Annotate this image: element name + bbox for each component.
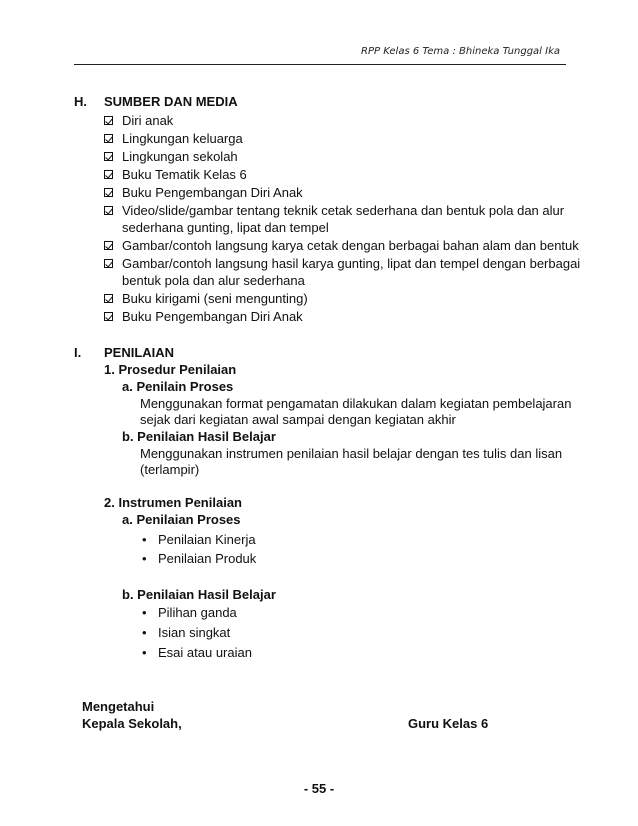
bullet-icon: • bbox=[142, 645, 147, 660]
checked-box-icon bbox=[104, 259, 113, 268]
list-item-label: Esai atau uraian bbox=[158, 645, 252, 660]
list-item-label: Isian singkat bbox=[158, 625, 231, 640]
header-title: RPP Kelas 6 Tema : Bhineka Tunggal Ika bbox=[361, 46, 560, 57]
section-h-title: SUMBER DAN MEDIA bbox=[104, 94, 238, 109]
media-item-label: Buku kirigami (seni mengunting) bbox=[122, 291, 308, 306]
bullet-icon: • bbox=[142, 605, 147, 620]
instrumen-title: 2. Instrumen Penilaian bbox=[104, 495, 242, 510]
media-item-label: Buku Pengembangan Diri Anak bbox=[122, 185, 303, 200]
checked-box-icon bbox=[104, 188, 113, 197]
bullet-icon: • bbox=[142, 625, 147, 640]
instrumen-hasil-title: b. Penilaian Hasil Belajar bbox=[122, 587, 276, 602]
section-h-letter: H. bbox=[74, 94, 87, 109]
prosedur-hasil-title: b. Penilaian Hasil Belajar bbox=[122, 429, 276, 444]
checked-box-icon bbox=[104, 134, 113, 143]
media-item-label: Lingkungan keluarga bbox=[122, 131, 243, 146]
checked-box-icon bbox=[104, 241, 113, 250]
list-item-label: Pilihan ganda bbox=[158, 605, 237, 620]
media-item-label: Gambar/contoh langsung karya cetak dengan berbagai bahan alam dan bentuk bbox=[122, 238, 579, 253]
checked-box-icon bbox=[104, 116, 113, 125]
page-number: - 55 - bbox=[303, 781, 335, 796]
section-i-title: PENILAIAN bbox=[104, 345, 175, 360]
media-item-label: Video/slide/gambar tentang teknik cetak sederhana dan bentuk pola dan alur bbox=[122, 203, 565, 218]
prosedur-proses-desc-cont: sejak dari kegiatan awal sampai dengan kegiatan akhir bbox=[140, 412, 456, 427]
checked-box-icon bbox=[104, 152, 113, 161]
header-divider bbox=[74, 64, 566, 65]
media-item-label: Diri anak bbox=[122, 113, 174, 128]
prosedur-proses-desc: Menggunakan format pengamatan dilakukan dalam kegiatan pembelajaran bbox=[140, 396, 572, 411]
media-item-label-cont: bentuk pola dan alur sederhana bbox=[122, 273, 305, 288]
signature-guru-kelas: Guru Kelas 6 bbox=[408, 716, 489, 731]
list-item-label: Penilaian Produk bbox=[158, 551, 257, 566]
prosedur-hasil-desc-cont: (terlampir) bbox=[140, 462, 200, 477]
media-item-label: Buku Pengembangan Diri Anak bbox=[122, 309, 303, 324]
checked-box-icon bbox=[104, 206, 113, 215]
media-item-label-cont: sederhana gunting, lipat dan tempel bbox=[122, 220, 329, 235]
media-item-label: Gambar/contoh langsung hasil karya gunting, lipat dan tempel dengan berbagai bbox=[122, 256, 581, 271]
media-item-label: Buku Tematik Kelas 6 bbox=[122, 167, 247, 182]
checked-box-icon bbox=[104, 312, 113, 321]
bullet-icon: • bbox=[142, 532, 147, 547]
prosedur-proses-title: a. Penilain Proses bbox=[122, 379, 234, 394]
prosedur-hasil-desc: Menggunakan instrumen penilaian hasil belajar dengan tes tulis dan lisan bbox=[140, 446, 563, 461]
bullet-icon: • bbox=[142, 551, 147, 566]
media-item-label: Lingkungan sekolah bbox=[122, 149, 238, 164]
prosedur-title: 1. Prosedur Penilaian bbox=[104, 362, 237, 377]
section-i-letter: I. bbox=[74, 345, 82, 360]
signature-kepala-sekolah: Kepala Sekolah, bbox=[82, 716, 182, 731]
signature-mengetahui: Mengetahui bbox=[82, 699, 155, 714]
checked-box-icon bbox=[104, 170, 113, 179]
instrumen-proses-title: a. Penilaian Proses bbox=[122, 512, 241, 527]
list-item-label: Penilaian Kinerja bbox=[158, 532, 256, 547]
checked-box-icon bbox=[104, 294, 113, 303]
